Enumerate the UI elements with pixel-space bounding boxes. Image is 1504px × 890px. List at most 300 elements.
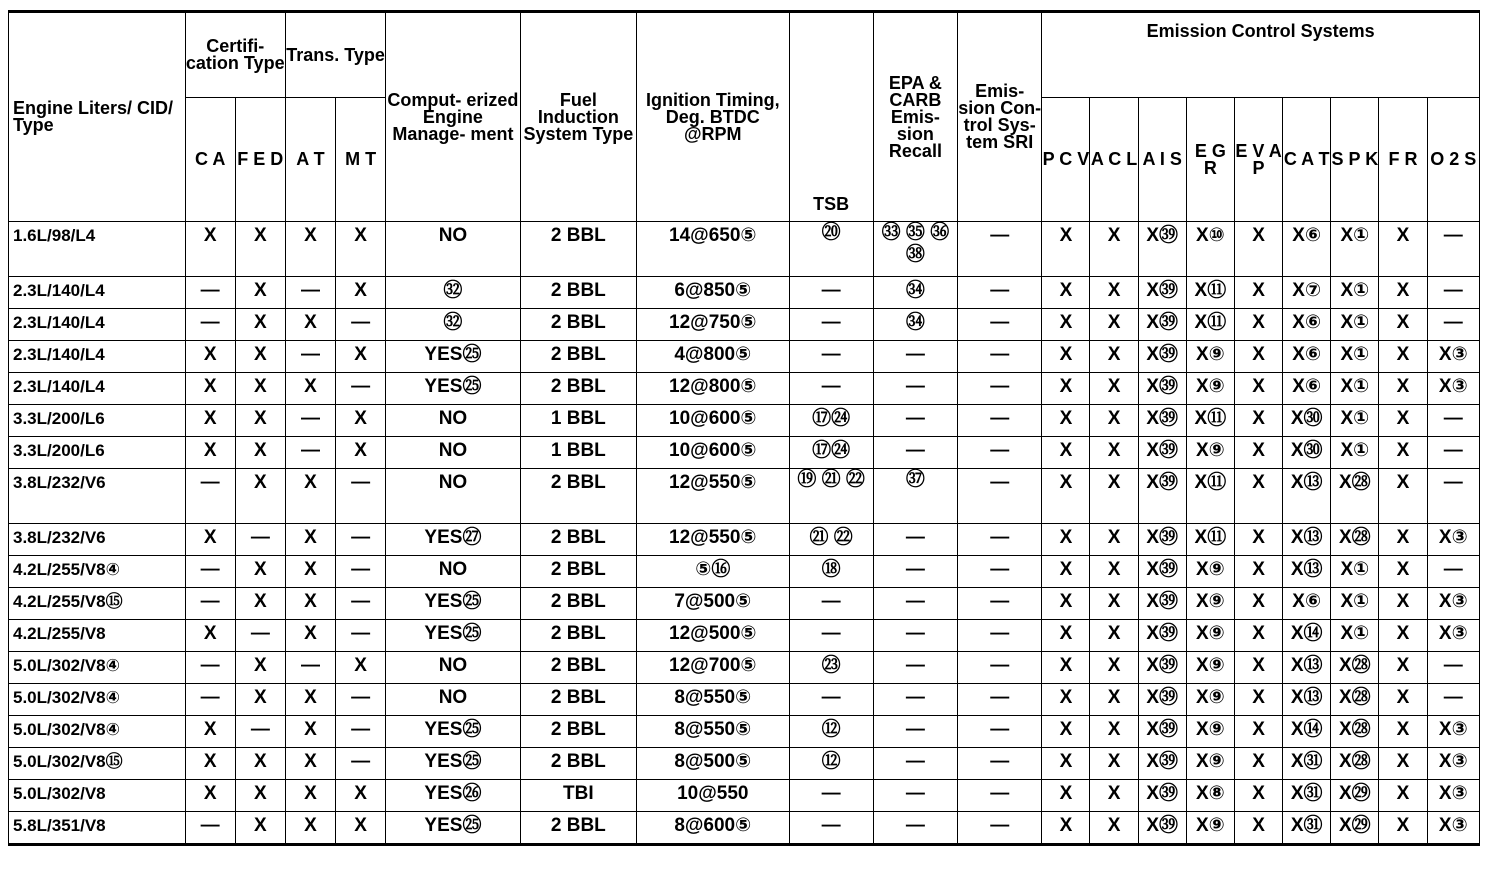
- cell-mt: —: [336, 716, 386, 748]
- cell-ign: 12@800⑤: [637, 373, 790, 405]
- cell-evap: X: [1234, 812, 1282, 845]
- cell-fr: X: [1379, 341, 1427, 373]
- cell-engine: 5.0L/302/V8④: [9, 684, 186, 716]
- cell-fuel: 2 BBL: [520, 716, 636, 748]
- cell-at: —: [285, 405, 335, 437]
- cell-ca: X: [185, 716, 235, 748]
- cell-ign: 8@550⑤: [637, 716, 790, 748]
- table-row: [9, 620, 1480, 652]
- cell-fed: X: [235, 437, 285, 469]
- cell-egr: X⑨: [1186, 716, 1234, 748]
- cell-tsb: —: [789, 620, 873, 652]
- cell-fed: X: [235, 222, 285, 277]
- cell-ais: X㊴: [1138, 277, 1186, 309]
- cell-o2s: —: [1427, 437, 1479, 469]
- cell-acl: X: [1090, 812, 1138, 845]
- cell-egr: X⑪: [1186, 524, 1234, 556]
- cell-cem: NO: [386, 405, 520, 437]
- cell-epa: —: [873, 812, 957, 845]
- cell-ais: X㊴: [1138, 684, 1186, 716]
- cell-fed: X: [235, 812, 285, 845]
- cell-evap: X: [1234, 556, 1282, 588]
- cell-egr: X⑨: [1186, 437, 1234, 469]
- cell-cem: NO: [386, 556, 520, 588]
- cell-engine: 4.2L/255/V8④: [9, 556, 186, 588]
- cell-at: X: [285, 620, 335, 652]
- cell-cem: NO: [386, 469, 520, 524]
- cell-acl: X: [1090, 405, 1138, 437]
- cell-fr: X: [1379, 222, 1427, 277]
- cell-mt: —: [336, 588, 386, 620]
- cell-engine: 3.3L/200/L6: [9, 437, 186, 469]
- cell-sri: —: [958, 277, 1042, 309]
- cell-fuel: 2 BBL: [520, 812, 636, 845]
- cell-ign: 6@850⑤: [637, 277, 790, 309]
- cell-ca: X: [185, 341, 235, 373]
- cell-egr: X⑨: [1186, 373, 1234, 405]
- cell-tsb: —: [789, 373, 873, 405]
- cell-evap: X: [1234, 341, 1282, 373]
- cell-o2s: —: [1427, 277, 1479, 309]
- cell-evap: X: [1234, 309, 1282, 341]
- table-header: [9, 12, 1480, 222]
- cell-o2s: —: [1427, 222, 1479, 277]
- cell-acl: X: [1090, 748, 1138, 780]
- cell-epa: —: [873, 405, 957, 437]
- cell-mt: —: [336, 620, 386, 652]
- cell-o2s: —: [1427, 684, 1479, 716]
- cell-fed: X: [235, 373, 285, 405]
- emission-table-wrapper: [8, 10, 1480, 846]
- table-row: [9, 652, 1480, 684]
- cell-fr: X: [1379, 469, 1427, 524]
- cell-fr: X: [1379, 684, 1427, 716]
- cell-sri: —: [958, 780, 1042, 812]
- cell-fr: X: [1379, 780, 1427, 812]
- cell-cat: X㉚: [1283, 405, 1331, 437]
- cell-egr: X⑨: [1186, 620, 1234, 652]
- cell-pcv: X: [1042, 716, 1090, 748]
- cell-cat: X⑥: [1283, 588, 1331, 620]
- cell-engine: 5.0L/302/V8④: [9, 652, 186, 684]
- cell-epa: —: [873, 684, 957, 716]
- cell-egr: X⑪: [1186, 277, 1234, 309]
- cell-epa: ㉞: [873, 309, 957, 341]
- cell-cat: X⑬: [1283, 556, 1331, 588]
- cell-cem: ㉜: [386, 277, 520, 309]
- cell-fed: X: [235, 309, 285, 341]
- cell-spk: X①: [1331, 405, 1379, 437]
- cell-o2s: —: [1427, 405, 1479, 437]
- cell-fuel: 2 BBL: [520, 469, 636, 524]
- cell-egr: X⑧: [1186, 780, 1234, 812]
- cell-cem: YES㉕: [386, 373, 520, 405]
- cell-fuel: 2 BBL: [520, 373, 636, 405]
- cell-engine: 2.3L/140/L4: [9, 309, 186, 341]
- cell-acl: X: [1090, 341, 1138, 373]
- cell-fr: X: [1379, 652, 1427, 684]
- cell-pcv: X: [1042, 405, 1090, 437]
- cell-epa: —: [873, 748, 957, 780]
- header-mt: M T: [336, 98, 386, 222]
- cell-ign: 8@600⑤: [637, 812, 790, 845]
- cell-at: X: [285, 716, 335, 748]
- cell-cem: ㉜: [386, 309, 520, 341]
- header-epa: EPA & CARB Emis- sion Recall: [873, 12, 957, 222]
- cell-fed: X: [235, 780, 285, 812]
- header-egr: E G R: [1186, 98, 1234, 222]
- cell-tsb: ⑱: [789, 556, 873, 588]
- cell-epa: —: [873, 716, 957, 748]
- cell-cat: X⑭: [1283, 716, 1331, 748]
- cell-sri: —: [958, 222, 1042, 277]
- cell-ais: X㊴: [1138, 437, 1186, 469]
- cell-cat: X⑬: [1283, 652, 1331, 684]
- cell-tsb: ⑲ ㉑ ㉒: [789, 469, 873, 524]
- cell-spk: X①: [1331, 437, 1379, 469]
- cell-at: X: [285, 556, 335, 588]
- cell-fuel: 2 BBL: [520, 620, 636, 652]
- cell-cat: X⑭: [1283, 620, 1331, 652]
- cell-ais: X㊴: [1138, 341, 1186, 373]
- header-evap: E V A P: [1234, 98, 1282, 222]
- cell-mt: X: [336, 812, 386, 845]
- cell-engine: 2.3L/140/L4: [9, 373, 186, 405]
- cell-tsb: ⑳: [789, 222, 873, 277]
- cell-ign: 12@700⑤: [637, 652, 790, 684]
- cell-pcv: X: [1042, 277, 1090, 309]
- cell-pcv: X: [1042, 780, 1090, 812]
- cell-pcv: X: [1042, 373, 1090, 405]
- cell-spk: X㉘: [1331, 469, 1379, 524]
- cell-cat: X⑥: [1283, 309, 1331, 341]
- cell-evap: X: [1234, 748, 1282, 780]
- cell-fr: X: [1379, 437, 1427, 469]
- header-spk: S P K: [1331, 98, 1379, 222]
- table-row: [9, 373, 1480, 405]
- header-fuel: Fuel Induction System Type: [520, 12, 636, 222]
- cell-tsb: ⑫: [789, 716, 873, 748]
- cell-fr: X: [1379, 748, 1427, 780]
- cell-at: X: [285, 469, 335, 524]
- cell-evap: X: [1234, 652, 1282, 684]
- cell-ca: —: [185, 684, 235, 716]
- cell-o2s: X③: [1427, 373, 1479, 405]
- cell-mt: —: [336, 524, 386, 556]
- cell-cem: YES㉖: [386, 780, 520, 812]
- cell-fr: X: [1379, 405, 1427, 437]
- table-row: [9, 588, 1480, 620]
- header-at: A T: [285, 98, 335, 222]
- cell-at: X: [285, 524, 335, 556]
- cell-ais: X㊴: [1138, 309, 1186, 341]
- cell-engine: 3.8L/232/V6: [9, 524, 186, 556]
- header-pcv: P C V: [1042, 98, 1090, 222]
- cell-ca: —: [185, 277, 235, 309]
- cell-epa: —: [873, 620, 957, 652]
- cell-spk: X㉘: [1331, 716, 1379, 748]
- cell-fed: X: [235, 588, 285, 620]
- cell-egr: X⑪: [1186, 405, 1234, 437]
- cell-sri: —: [958, 652, 1042, 684]
- cell-ca: —: [185, 588, 235, 620]
- cell-at: X: [285, 222, 335, 277]
- cell-cem: NO: [386, 684, 520, 716]
- cell-evap: X: [1234, 620, 1282, 652]
- cell-spk: X㉘: [1331, 652, 1379, 684]
- cell-acl: X: [1090, 684, 1138, 716]
- cell-o2s: X③: [1427, 341, 1479, 373]
- cell-fr: X: [1379, 588, 1427, 620]
- cell-spk: X㉙: [1331, 780, 1379, 812]
- cell-egr: X⑨: [1186, 588, 1234, 620]
- cell-cat: X⑥: [1283, 341, 1331, 373]
- cell-mt: X: [336, 437, 386, 469]
- header-o2s: O 2 S: [1427, 98, 1479, 222]
- header-fed: F E D: [235, 98, 285, 222]
- cell-mt: X: [336, 780, 386, 812]
- table-row: [9, 556, 1480, 588]
- cell-fuel: 1 BBL: [520, 437, 636, 469]
- cell-ign: ⑤⑯: [637, 556, 790, 588]
- cell-spk: X①: [1331, 588, 1379, 620]
- cell-evap: X: [1234, 588, 1282, 620]
- cell-ca: X: [185, 524, 235, 556]
- cell-fed: X: [235, 748, 285, 780]
- cell-fr: X: [1379, 277, 1427, 309]
- cell-engine: 2.3L/140/L4: [9, 341, 186, 373]
- cell-ca: X: [185, 620, 235, 652]
- cell-tsb: ㉑ ㉒: [789, 524, 873, 556]
- cell-fuel: 2 BBL: [520, 341, 636, 373]
- cell-at: X: [285, 684, 335, 716]
- cell-ca: X: [185, 437, 235, 469]
- cell-ais: X㊴: [1138, 716, 1186, 748]
- table-row: [9, 684, 1480, 716]
- cell-ign: 12@750⑤: [637, 309, 790, 341]
- cell-epa: ㉞: [873, 277, 957, 309]
- cell-evap: X: [1234, 222, 1282, 277]
- cell-spk: X①: [1331, 556, 1379, 588]
- cell-cem: YES㉕: [386, 588, 520, 620]
- cell-fuel: 2 BBL: [520, 277, 636, 309]
- cell-evap: X: [1234, 373, 1282, 405]
- cell-sri: —: [958, 469, 1042, 524]
- header-cat: C A T: [1283, 98, 1331, 222]
- cell-sri: —: [958, 812, 1042, 845]
- cell-pcv: X: [1042, 309, 1090, 341]
- cell-ais: X㊴: [1138, 222, 1186, 277]
- cell-at: —: [285, 437, 335, 469]
- cell-ais: X㊴: [1138, 588, 1186, 620]
- cell-tsb: —: [789, 780, 873, 812]
- cell-evap: X: [1234, 780, 1282, 812]
- cell-mt: X: [336, 277, 386, 309]
- cell-engine: 5.0L/302/V8: [9, 780, 186, 812]
- cell-pcv: X: [1042, 684, 1090, 716]
- cell-fuel: 2 BBL: [520, 524, 636, 556]
- cell-egr: X⑨: [1186, 748, 1234, 780]
- cell-o2s: —: [1427, 469, 1479, 524]
- cell-at: X: [285, 588, 335, 620]
- cell-tsb: ⑰㉔: [789, 437, 873, 469]
- cell-sri: —: [958, 588, 1042, 620]
- cell-acl: X: [1090, 222, 1138, 277]
- cell-fr: X: [1379, 556, 1427, 588]
- cell-ign: 8@500⑤: [637, 748, 790, 780]
- header-tsb: TSB: [789, 12, 873, 222]
- cell-engine: 3.3L/200/L6: [9, 405, 186, 437]
- cell-epa: ㉝ ㉟ ㊱㊳: [873, 222, 957, 277]
- cell-at: X: [285, 748, 335, 780]
- header-cert-type: Certifi- cation Type: [185, 12, 285, 98]
- cell-sri: —: [958, 716, 1042, 748]
- cell-tsb: —: [789, 588, 873, 620]
- cell-at: X: [285, 373, 335, 405]
- cell-acl: X: [1090, 620, 1138, 652]
- cell-ca: X: [185, 405, 235, 437]
- cell-o2s: X③: [1427, 588, 1479, 620]
- cell-acl: X: [1090, 556, 1138, 588]
- table-row: [9, 405, 1480, 437]
- cell-ais: X㊴: [1138, 780, 1186, 812]
- cell-fr: X: [1379, 524, 1427, 556]
- cell-o2s: X③: [1427, 524, 1479, 556]
- cell-ca: X: [185, 748, 235, 780]
- cell-pcv: X: [1042, 748, 1090, 780]
- cell-fed: X: [235, 652, 285, 684]
- cell-spk: X㉘: [1331, 684, 1379, 716]
- cell-cat: X⑥: [1283, 222, 1331, 277]
- cell-ign: 12@550⑤: [637, 524, 790, 556]
- cell-epa: —: [873, 341, 957, 373]
- cell-egr: X⑪: [1186, 309, 1234, 341]
- cell-fuel: 2 BBL: [520, 588, 636, 620]
- cell-fed: X: [235, 341, 285, 373]
- cell-fuel: 2 BBL: [520, 222, 636, 277]
- cell-ca: X: [185, 780, 235, 812]
- cell-fr: X: [1379, 716, 1427, 748]
- cell-fr: X: [1379, 373, 1427, 405]
- cell-mt: X: [336, 405, 386, 437]
- cell-fed: X: [235, 469, 285, 524]
- cell-epa: —: [873, 556, 957, 588]
- header-fr: F R: [1379, 98, 1427, 222]
- cell-cem: YES㉗: [386, 524, 520, 556]
- cell-evap: X: [1234, 405, 1282, 437]
- cell-mt: X: [336, 652, 386, 684]
- header-cem: Comput- erized Engine Manage- ment: [386, 12, 520, 222]
- cell-tsb: —: [789, 341, 873, 373]
- cell-at: X: [285, 309, 335, 341]
- cell-mt: —: [336, 469, 386, 524]
- cell-ais: X㊴: [1138, 748, 1186, 780]
- cell-fuel: 2 BBL: [520, 684, 636, 716]
- cell-engine: 5.0L/302/V8④: [9, 716, 186, 748]
- cell-fuel: TBI: [520, 780, 636, 812]
- cell-ign: 10@600⑤: [637, 437, 790, 469]
- cell-mt: —: [336, 556, 386, 588]
- cell-ais: X㊴: [1138, 652, 1186, 684]
- cell-pcv: X: [1042, 222, 1090, 277]
- cell-acl: X: [1090, 437, 1138, 469]
- cell-fed: —: [235, 716, 285, 748]
- cell-ign: 8@550⑤: [637, 684, 790, 716]
- cell-engine: 2.3L/140/L4: [9, 277, 186, 309]
- cell-o2s: X③: [1427, 620, 1479, 652]
- cell-ign: 7@500⑤: [637, 588, 790, 620]
- cell-ais: X㊴: [1138, 405, 1186, 437]
- cell-pcv: X: [1042, 652, 1090, 684]
- cell-ais: X㊴: [1138, 556, 1186, 588]
- cell-egr: X⑨: [1186, 341, 1234, 373]
- cell-at: X: [285, 780, 335, 812]
- cell-evap: X: [1234, 277, 1282, 309]
- cell-cat: X⑬: [1283, 684, 1331, 716]
- cell-acl: X: [1090, 780, 1138, 812]
- cell-pcv: X: [1042, 812, 1090, 845]
- header-ignition: Ignition Timing, Deg. BTDC @RPM: [637, 12, 790, 222]
- cell-spk: X①: [1331, 373, 1379, 405]
- cell-fed: —: [235, 524, 285, 556]
- cell-at: —: [285, 341, 335, 373]
- cell-pcv: X: [1042, 524, 1090, 556]
- cell-evap: X: [1234, 524, 1282, 556]
- cell-ais: X㊴: [1138, 469, 1186, 524]
- cell-mt: —: [336, 748, 386, 780]
- cell-fuel: 2 BBL: [520, 309, 636, 341]
- cell-evap: X: [1234, 716, 1282, 748]
- cell-fuel: 2 BBL: [520, 556, 636, 588]
- cell-o2s: —: [1427, 556, 1479, 588]
- cell-pcv: X: [1042, 588, 1090, 620]
- header-ecs-sri: Emis- sion Con- trol Sys- tem SRI: [958, 12, 1042, 222]
- cell-o2s: X③: [1427, 748, 1479, 780]
- cell-fuel: 2 BBL: [520, 748, 636, 780]
- cell-cem: NO: [386, 222, 520, 277]
- cell-epa: —: [873, 437, 957, 469]
- table-body: [9, 222, 1480, 845]
- table-row: [9, 716, 1480, 748]
- cell-pcv: X: [1042, 620, 1090, 652]
- cell-cat: X⑥: [1283, 373, 1331, 405]
- table-row: [9, 222, 1480, 277]
- cell-o2s: X③: [1427, 812, 1479, 845]
- cell-sri: —: [958, 684, 1042, 716]
- table-row: [9, 437, 1480, 469]
- cell-egr: X⑨: [1186, 684, 1234, 716]
- cell-tsb: —: [789, 684, 873, 716]
- cell-spk: X㉘: [1331, 524, 1379, 556]
- cell-cem: NO: [386, 652, 520, 684]
- table-row: [9, 469, 1480, 524]
- cell-cem: YES㉕: [386, 812, 520, 845]
- cell-acl: X: [1090, 588, 1138, 620]
- cell-at: —: [285, 277, 335, 309]
- table-row: [9, 309, 1480, 341]
- cell-ca: X: [185, 373, 235, 405]
- table-row: [9, 748, 1480, 780]
- cell-o2s: —: [1427, 309, 1479, 341]
- cell-mt: X: [336, 222, 386, 277]
- cell-tsb: —: [789, 309, 873, 341]
- cell-fed: X: [235, 405, 285, 437]
- cell-acl: X: [1090, 524, 1138, 556]
- cell-engine: 3.8L/232/V6: [9, 469, 186, 524]
- cell-ign: 10@600⑤: [637, 405, 790, 437]
- cell-egr: X⑩: [1186, 222, 1234, 277]
- cell-spk: X①: [1331, 309, 1379, 341]
